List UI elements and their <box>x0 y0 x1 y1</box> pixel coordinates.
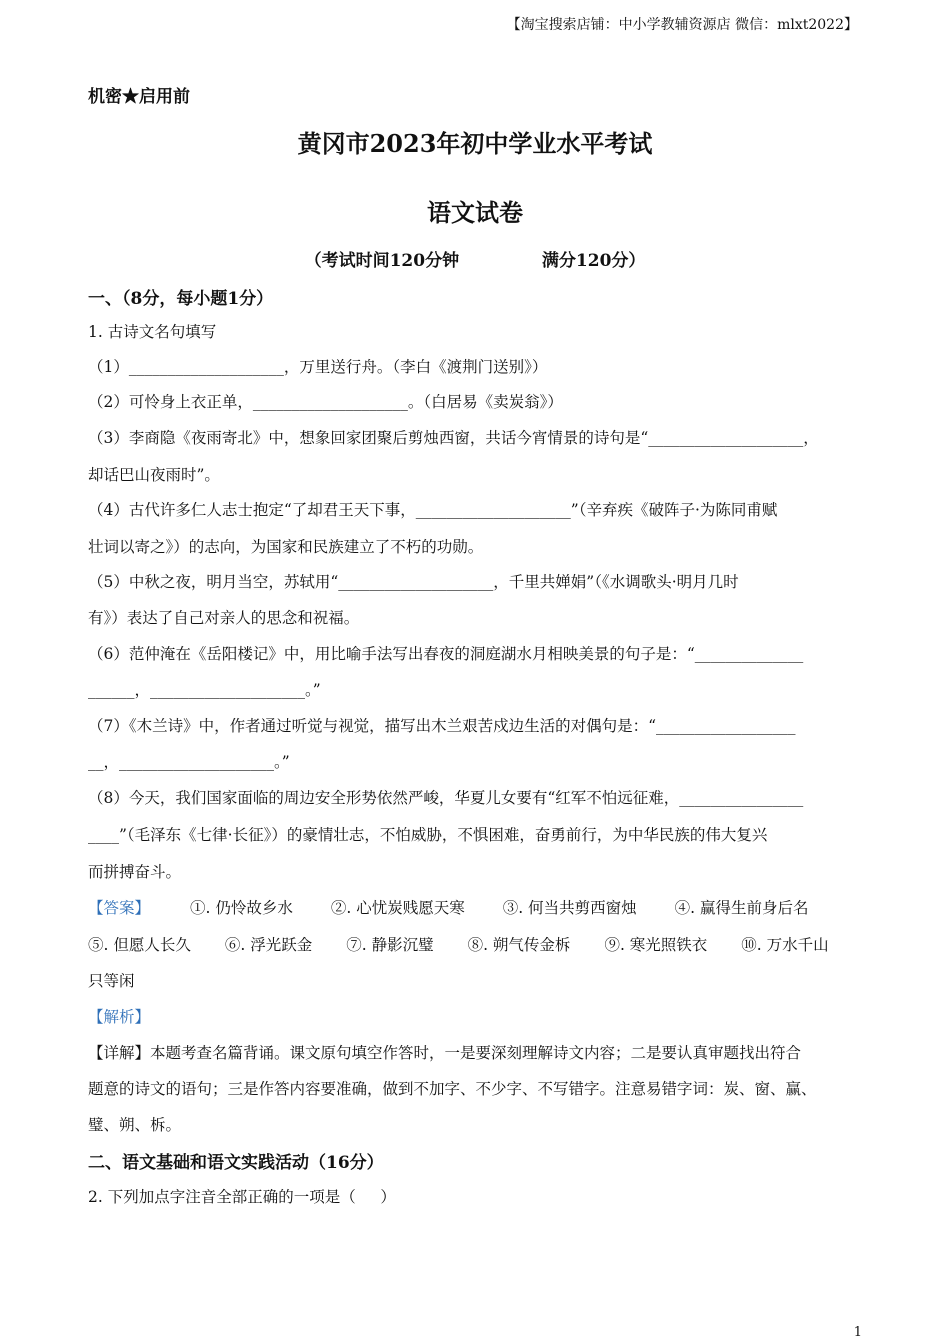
question-line: ____”（毛泽东《七律·长征》）的豪情壮志，不怕威胁，不惧困难，奋勇前行，为中华民族的伟大复兴 <box>88 826 768 844</box>
answer-row <box>88 933 868 955</box>
section-2-heading: 二、语文基础和语文实践活动（16分） <box>88 1153 384 1173</box>
page-number: 1 <box>853 1325 862 1340</box>
classification-mark: 机密★启用前 <box>88 87 190 107</box>
question-line: 而拼搏奋斗。 <box>88 863 182 881</box>
detail-line: 【详解】本题考查名篇背诵。课文原句填空作答时，一是要深刻理解诗文内容；二是要认真审题找出符合 <box>88 1044 802 1062</box>
question-line: （4）古代许多仁人志士抱定“了却君王天下事，____________________”（辛弃疾《破阵子·为陈同甫赋 <box>88 501 778 519</box>
document-title: 黄冈市2023年初中学业水平考试 <box>297 129 653 158</box>
answer-item: ①. 仍怜故乡水 <box>190 899 293 917</box>
question-1-stem: 1. 古诗文名句填写 <box>88 323 217 341</box>
answer-label: 【答案】 <box>88 899 151 917</box>
question-line: 有》）表达了自己对亲人的思念和祝福。 <box>88 609 360 627</box>
answer-continuation: 只等闲 <box>88 972 135 990</box>
question-line: （8）今天，我们国家面临的周边安全形势依然严峻，华夏儿女要有“红军不怕远征难，________________ <box>88 789 804 807</box>
answer-item: ⑤. 但愿人长久 <box>88 936 191 954</box>
document-subtitle: 语文试卷 <box>427 198 523 227</box>
question-line: （1）____________________，万里送行舟。（李白《渡荆门送别》） <box>88 358 548 376</box>
question-line: （5）中秋之夜，明月当空，苏轼用“____________________，千里共婵娟”（《水调歌头·明月几时 <box>88 573 739 591</box>
question-line: （2）可怜身上衣正单，____________________。（白居易《卖炭翁》） <box>88 393 563 411</box>
answer-item: ⑥. 浮光跃金 <box>224 936 313 954</box>
answer-item: ②. 心忧炭贱愿天寒 <box>330 899 465 917</box>
detail-line: 璧、朔、柝。 <box>88 1116 182 1134</box>
answer-item: ④. 赢得生前身后名 <box>674 899 809 917</box>
answer-item: ③. 何当共剪西窗烛 <box>502 899 637 917</box>
question-line: （6）范仲淹在《岳阳楼记》中，用比喻手法写出春夜的洞庭湖水月相映美景的句子是：“______________ <box>88 645 804 663</box>
question-line: （3）李商隐《夜雨寄北》中，想象回家团聚后剪烛西窗，共话今宵情景的诗句是“____________________， <box>88 429 819 447</box>
question-line: 却话巴山夜雨时”。 <box>88 466 220 484</box>
question-line: ______，____________________。” <box>88 681 321 699</box>
answer-item: ⑦. 静影沉璧 <box>346 936 434 954</box>
question-line: 壮词以寄之》）的志向，为国家和民族建立了不朽的功勋。 <box>88 538 484 556</box>
question-2-stem: 2. 下列加点字注音全部正确的一项是（ ） <box>88 1188 396 1206</box>
section-1-heading: 一、（8分，每小题1分） <box>88 289 274 309</box>
answer-item: ⑨. 寒光照铁衣 <box>604 936 708 954</box>
detail-line: 题意的诗文的语句；三是作答内容要准确，做到不加字、不少字、不写错字。注意易错字词：炭、窗、赢、 <box>88 1080 817 1098</box>
question-line: （7）《木兰诗》中，作者通过听觉与视觉，描写出木兰艰苦戍边生活的对偶句是：“__________________ <box>88 717 796 735</box>
exam-info: （考试时间120分钟 满分120分） <box>304 251 646 271</box>
header-watermark: 【淘宝搜索店铺：中小学教辅资源店 微信：mlxt2022】 <box>506 17 858 33</box>
answer-item: ⑧. 朔气传金柝 <box>467 936 571 954</box>
question-line: __，____________________。” <box>88 753 290 771</box>
answer-row <box>88 896 868 918</box>
analysis-label: 【解析】 <box>88 1008 151 1026</box>
answer-item: ⑩. 万水千山 <box>741 936 829 954</box>
